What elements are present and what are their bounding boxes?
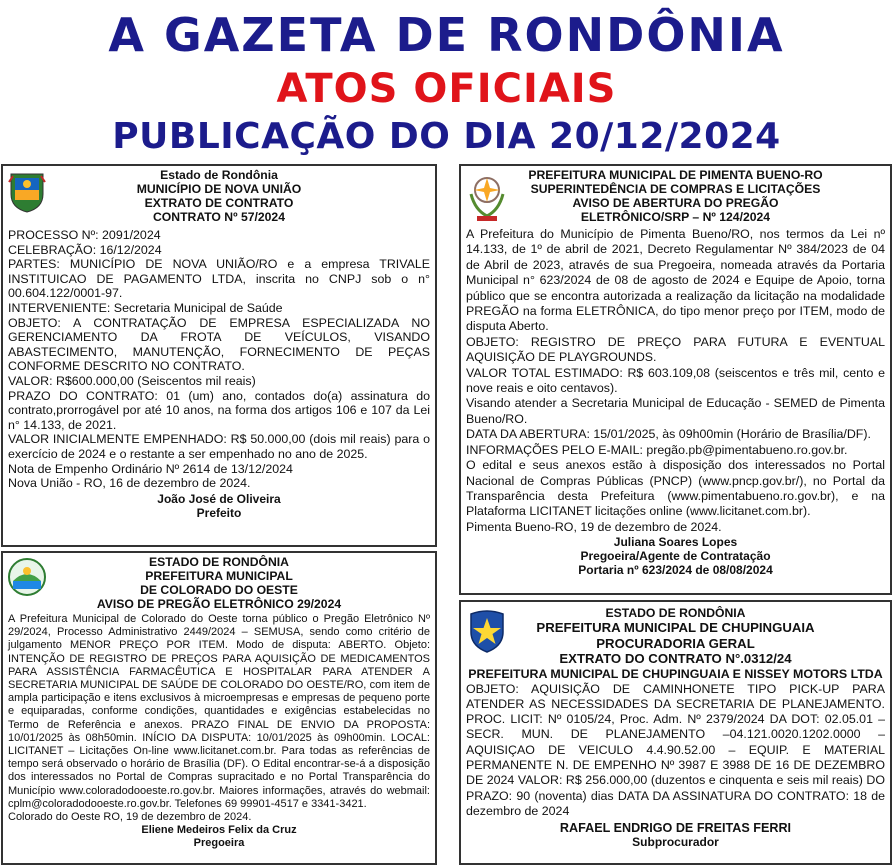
chupinguaia-state: ESTADO DE RONDÔNIA — [605, 606, 746, 620]
colorado-pregao-title: AVISO DE PREGÃO ELETRÔNICO 29/2024 — [96, 597, 342, 611]
pimenta-portaria: Portaria nº 623/2024 de 08/08/2024 — [578, 563, 773, 578]
pimenta-edital: O edital e seus anexos estão à disposição dos interessados no Portal Nacional de Compras Públicas (PNCP) (www.pncp.gov.br/), no Portal da Transparência desta Prefeitura (www.pimentabueno.ro.gov.br), e na Plataforma LICITANET licitações online (www.licitanet.com.br). — [466, 458, 885, 519]
pimenta-place-date: Pimenta Bueno-RO, 19 de dezembro de 2024. — [466, 519, 722, 534]
publication-date: PUBLICAÇÃO DO DIA 20/12/2024 — [112, 116, 781, 157]
nova-uniao-partes: PARTES: MUNICÍPIO DE NOVA UNIÃO/RO e a empresa TRIVALE INSTITUICAO DE PAGAMENTO LTDA, inscrita no CNPJ sob o n° 00.604.122/0001-97. — [8, 257, 430, 301]
nova-uniao-municipality: MUNICÍPIO DE NOVA UNIÃO — [136, 182, 302, 196]
nova-uniao-contract-number: CONTRATO Nº 57/2024 — [152, 210, 285, 224]
nova-uniao-processo: PROCESSO Nº: 2091/2024 — [8, 228, 161, 242]
nova-uniao-objeto: OBJETO: A CONTRATAÇÃO DE EMPRESA ESPECIALIZADA NO GERENCIAMENTO DA FROTA DE VEÍCULOS, VISANDO ABASTECIMENTO, MANUTENÇÃO, FORNECIMENTO DE PEÇAS CONFORME DESCRITO NO CONTRATO. — [8, 315, 430, 374]
pimenta-visando: Visando atender a Secretaria Municipal de Educação - SEMED de Pimenta Bueno/RO. — [466, 396, 885, 426]
chupinguaia-contract-number: EXTRATO DO CONTRATO N°.0312/24 — [559, 651, 792, 666]
nova-uniao-nota-empenho: Nota de Empenho Ordinário Nº 2614 de 13/12/2024 — [8, 461, 293, 476]
chupinguaia-parties: PREFEITURA MUNICIPAL DE CHUPINGUAIA E NISSEY MOTORS LTDA — [468, 666, 883, 681]
pimenta-email: INFORMAÇÕES PELO E-MAIL: pregão.pb@pimentabueno.ro.gov.br. — [466, 442, 848, 457]
chupinguaia-prefeitura: PREFEITURA MUNICIPAL DE CHUPINGUAIA — [536, 620, 815, 635]
nova-uniao-prazo: PRAZO DO CONTRATO: 01 (um) ano, contados do(a) assinatura do contrato,prorrogável por até 10 anos, na forma dos artigos 106 e 107 da Lei n° 14.133, de 2021. — [8, 388, 430, 432]
notice-pimenta-bueno — [459, 164, 892, 595]
section-title: ATOS OFICIAIS — [276, 66, 617, 112]
colorado-state: ESTADO DE RONDÔNIA — [149, 555, 289, 569]
pimenta-pregao-number: ELETRÔNICO/SRP – Nº 124/2024 — [580, 210, 771, 224]
pimenta-aviso: AVISO DE ABERTURA DO PREGÃO — [572, 196, 779, 210]
nova-uniao-valor: VALOR: R$600.000,00 (Seiscentos mil reais) — [8, 373, 256, 388]
nova-uniao-interveniente: INTERVENIENTE: Secretaria Municipal de Saúde — [8, 300, 283, 315]
nova-uniao-empenhado: VALOR INICIALMENTE EMPENHADO: R$ 50.000,00 (dois mil reais) para o exercício de 2024 e o restante a ser empenhado no ano de 2025. — [8, 432, 430, 461]
pimenta-intro: A Prefeitura do Município de Pimenta Bueno/RO, nos termos da Lei nº 14.133, de 1º de abril de 2021, Decreto Regulamentar Nº 384/2023 de 04 de Abril de 2023, através de sua Pregoeira, nomeada através da Portaria Municipal n° 623/2024 de 08 de agosto de 2024 e Equipe de Apoio, torna público que se encontra autorizada a realização da licitação na modalidade PREGÃO na forma ELETRÔNICA, do tipo menor preço por ITEM, modo de disputa Aberto. — [466, 227, 885, 334]
colorado-municipality: DE COLORADO DO OESTE — [140, 583, 298, 597]
pimenta-prefeitura: PREFEITURA MUNICIPAL DE PIMENTA BUENO-RO — [528, 168, 823, 182]
pimenta-objeto: OBJETO: REGISTRO DE PREÇO PARA FUTURA E EVENTUAL AQUISIÇÃO DE PLAYGROUNDS. — [466, 334, 885, 365]
colorado-body: A Prefeitura Municipal de Colorado do Oeste torna público o Pregão Eletrônico Nº 29/2024, Processo Administrativo 2449/2024 – SEMUSA, sendo como critério de julgamento MENOR PREÇO POR ITEM. Modo de disputa: ABERTO. Objeto: INTENÇÃO DE REGISTRO DE PREÇOS PARA AQUISIÇÃO DE MEDICAMENTOS PARA ASSISTÊNCIA FARMACÊUTICA E HOSPITALAR PARA ATENDER A SECRETARIA MUNICIPAL DE SAÚDE DE COLORADO DO OESTE/RO, com item de ampla participação e itens exclusivos à microempresas e empresas de pequeno porte e equiparadas, conforme condições, quantidades e exigências estabelecidas no Termo de Referência e anexos. PRAZO FINAL DE ENVIO DA PROPOSTA: 10/01/2025 às 08h50min. INÍCIO DA DISPUTA: 10/01/2025 às 09h00min. LOCAL: LICITANET – Licitações On-line www.licitanet.com.br. Para todas as referências de tempo será observado o horário de Brasília (DF). O Edital encontrar-se-á a disposição dos interessados no Portal de Compras supracitado e no Portal Transparência do Município www.coloradodooeste.ro.gov.br. Maiores informações, através do webmail: cplm@coloradodooeste.ro.gov.br. Telefones 69 99901-4517 e 3341-3421. — [8, 613, 430, 810]
notice-colorado-do-oeste — [1, 551, 437, 865]
colorado-prefeitura: PREFEITURA MUNICIPAL — [145, 569, 293, 583]
nova-uniao-doc-type: EXTRATO DE CONTRATO — [144, 196, 294, 210]
pimenta-data-abertura: DATA DA ABERTURA: 15/01/2025, às 09h00min (Horário de Brasília/DF). — [466, 427, 871, 442]
colorado-signer: Eliene Medeiros Felix da Cruz — [141, 824, 297, 837]
colorado-role: Pregoeira — [193, 837, 245, 850]
nova-uniao-celebracao: CELEBRAÇÃO: 16/12/2024 — [8, 242, 162, 257]
newspaper-title: A GAZETA DE RONDÔNIA — [108, 8, 785, 62]
chupinguaia-signer: RAFAEL ENDRIGO DE FREITAS FERRI — [559, 821, 792, 836]
pimenta-valor: VALOR TOTAL ESTIMADO: R$ 603.109,08 (seiscentos e três mil, cento e nove reais e oito centavos). — [466, 365, 885, 396]
nova-uniao-place-date: Nova União - RO, 16 de dezembro de 2024. — [8, 476, 251, 491]
colorado-place-date: Colorado do Oeste RO, 19 de dezembro de 2024. — [8, 811, 252, 824]
notice-nova-uniao — [1, 164, 437, 547]
nova-uniao-role: Prefeito — [196, 505, 242, 520]
nova-uniao-state: Estado de Rondônia — [160, 168, 278, 182]
chupinguaia-body: OBJETO: AQUISIÇÃO DE CAMINHONETE TIPO PICK-UP PARA ATENDER AS NECESSIDADES DA SECRETARIA DE PLANEJAMENTO. PROC. LICIT: Nº 0105/24, Proc. Adm. Nº 2379/2024 DA DOT: 02.05.01 – SECR. MUN. DE PLANEJAMENTO –04.121.0020.1202.0000 – AQUISIÇAO DE VEICULO 4.4.90.52.00 – EQUIP. E MATERIAL PERMANENTE N. DE EMPENHO Nº 3987 E 3988 DE 16 DE DEZEMBRO DE 2024 VALOR: R$ 256.000,00 (duzentos e cinquenta e seis mil reais) DO PRAZO: 90 (noventa) dias DATA DA ASSINATURA DO CONTRATO: 18 de dezembro de 2024 — [466, 681, 885, 818]
notice-chupinguaia — [459, 600, 892, 865]
chupinguaia-role: Subprocurador — [632, 835, 719, 850]
chupinguaia-procuradoria: PROCURADORIA GERAL — [596, 635, 755, 651]
pimenta-role: Pregoeira/Agente de Contratação — [580, 549, 771, 564]
nova-uniao-signer: João José de Oliveira — [157, 491, 281, 506]
pimenta-signer: Juliana Soares Lopes — [613, 535, 738, 550]
pimenta-superintendencia: SUPERINTEDÊNCIA DE COMPRAS E LICITAÇÕES — [530, 182, 821, 196]
